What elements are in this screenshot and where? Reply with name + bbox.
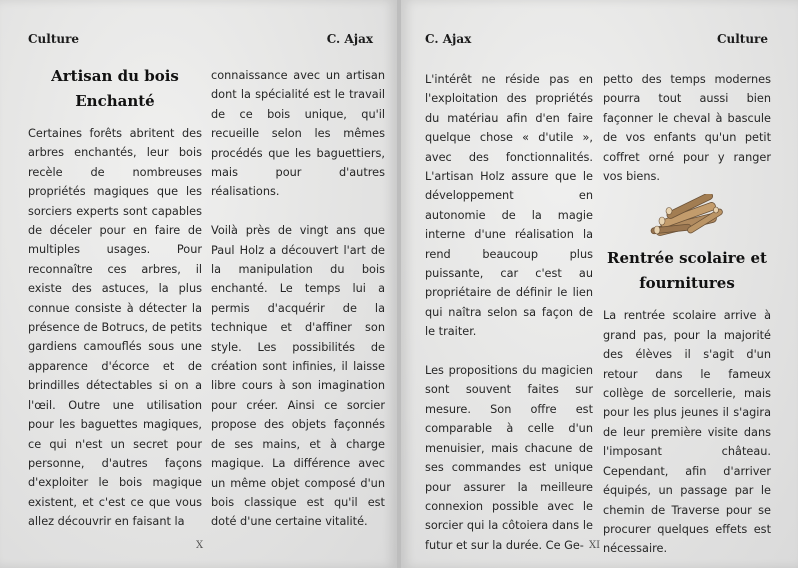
left-column-2 — [211, 66, 385, 532]
paragraph: Les propositions du magicien sont souvent faites sur mesure. Son offre est comparable à celle d'un menuisier, mais chacune de ses commandes est unique pour assurer la meilleure connexion possible avec le sorcier qui la côtoiera dans le futur et sur la durée. Ce Ge- — [425, 364, 593, 552]
paragraph: L'intérêt ne réside pas en l'exploitation des propriétés du matériau afin d'en faire quelque chose « d'utile », avec des fonctionnalités. L'artisan Holz assure que le développement en autonomie de la magie interne d'une réalisation la rend beaucoup plus puissante, car c'est au propriétaire de définir le lien qui naîtra selon sa façon de le traiter. — [425, 73, 593, 339]
paragraph: Voilà près de vingt ans que Paul Holz a découvert l'art de la manipulation du bois enchanté. Le temps lui a permis d'acquérir de la technique et d'affiner son style. Les possibilités de création sont infinies, il laisse libre cours à son imagination pour créer. Ainsi ce sorcier propose des objets façonnés de ses mains, et à charge magique. La différence avec un même objet composé d'un bois classique est qu'il est doté d'une certaine vitalité. — [211, 224, 385, 529]
section-header: Culture — [28, 32, 80, 46]
right-column-2 — [603, 70, 771, 559]
article-title: Rentrée scolaire et fournitures — [607, 249, 767, 293]
author-header: C. Ajax — [425, 32, 472, 46]
article-title: Artisan du bois Enchanté — [51, 67, 179, 110]
right-page — [401, 0, 798, 568]
page-number: XI — [589, 540, 601, 551]
paragraph: La rentrée scolaire arrive à grand pas, pour la majorité des élèves il s'agit d'un retour dans le fameux collège de sorcellerie, mais pour les plus jeunes il s'agira de leur première visite dans l'imposant château. Cependant, afin d'arriver équipés, un passage par le chemin de Traverse pour se procurer quelques effets est nécessaire. — [603, 309, 771, 556]
section-header: Culture — [716, 32, 768, 46]
left-page — [0, 0, 397, 568]
paragraph: petto des temps modernes pourra tout aussi bien façonner le cheval à bascule de vos enfants qu'un petit coffret orné pour y ranger vos biens. — [603, 73, 771, 184]
paragraph: Certaines forêts abritent des arbres enchantés, leur bois recèle de nombreuses propriétés magiques que les sorciers experts sont capables de déceler pour en faire de multiples usages. Pour reconnaître ces arbres, il existe des astuces, la plus connue consiste à détecter la présence de Botrucs, de petits gardiens camouflés sous une apparence d'écorce et de brindilles détectables si on a l'œil. Outre une utilisation pour les baguettes magiques, ce qui n'est un secret pour personne, d'autres façons d'exploiter le bois magique existent, et c'est ce que vous allez découvrir en faisant la — [28, 127, 202, 529]
left-column-1 — [28, 64, 202, 532]
author-header: C. Ajax — [326, 32, 373, 46]
right-column-1 — [425, 70, 593, 555]
paragraph: connaissance avec un artisan dont la spécialité est le travail de ce bois unique, qu'il recueille selon les mêmes procédés que les baguettiers, mais pour d'autres réalisations. — [211, 69, 385, 199]
wood-logs-illustration — [645, 194, 729, 240]
page-number: X — [196, 540, 204, 551]
